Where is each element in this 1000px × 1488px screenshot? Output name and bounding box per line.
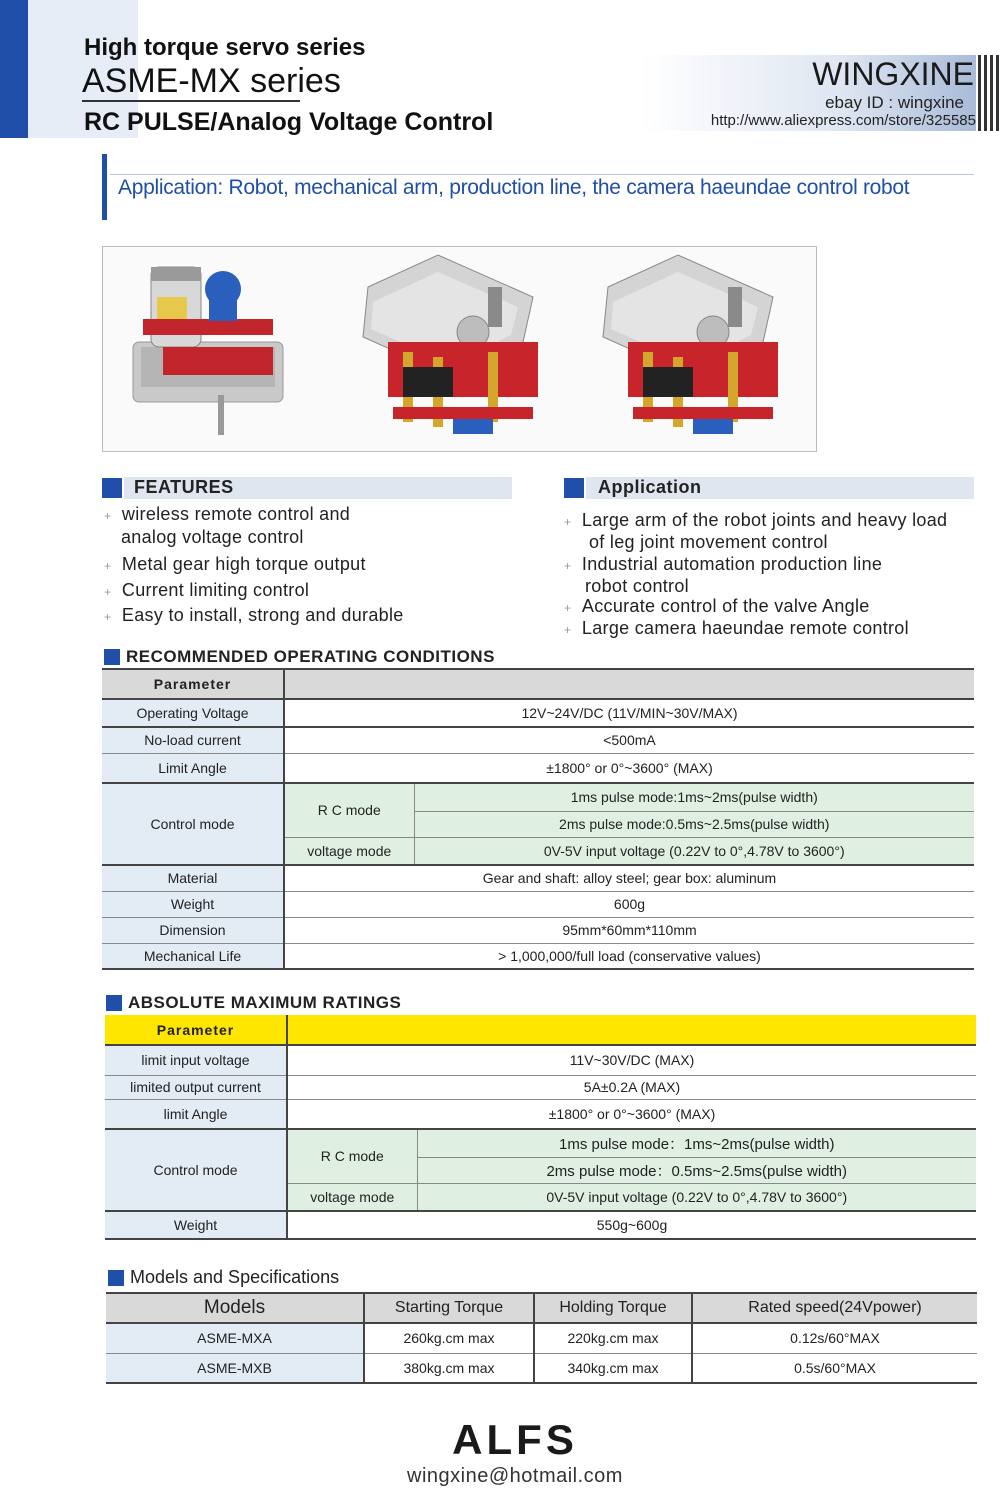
application-title: Application xyxy=(598,477,702,497)
abs-voltage-mode-label: voltage mode xyxy=(287,1183,417,1211)
holding-torque-header: Holding Torque xyxy=(534,1293,692,1323)
dimension-label: Dimension xyxy=(102,917,284,943)
rated-speed: 0.5s/60°MAX xyxy=(794,1359,876,1376)
feature-item: + Current limiting control xyxy=(104,580,310,600)
material-value: Gear and shaft: alloy steel; gear box: aluminum xyxy=(482,870,777,887)
rated-speed-header: Rated speed(24Vpower) xyxy=(748,1299,922,1316)
abs-rc-mode-2ms: 2ms pulse mode：0.5ms~2.5ms(pulse width) xyxy=(417,1157,976,1183)
title-underline xyxy=(82,100,300,102)
mechanical-life-label: Mechanical Life xyxy=(102,943,284,969)
rc-mode-2ms: 2ms pulse mode:0.5ms~2.5ms(pulse width) xyxy=(414,811,974,837)
abs-weight-value: 550g~600g xyxy=(596,1217,668,1233)
rc-mode-1ms: 1ms pulse mode:1ms~2ms(pulse width) xyxy=(414,783,974,811)
application-item: + Industrial automation production line xyxy=(564,554,883,574)
model-series-title: ASME-MX series xyxy=(82,62,341,100)
holding-torque: 220kg.cm max xyxy=(534,1323,692,1353)
feature-item: + Easy to install, strong and durable xyxy=(104,605,404,625)
operating-voltage-label: Operating Voltage xyxy=(102,699,284,727)
abs-rc-mode-1ms: 1ms pulse mode：1ms~2ms(pulse width) xyxy=(417,1129,976,1157)
footer-logo: ALFS xyxy=(452,1416,578,1463)
material-label: Material xyxy=(102,865,284,891)
rated-speed: 0.12s/60°MAX xyxy=(790,1330,880,1347)
absolute-table xyxy=(105,1015,976,1240)
abs-current-value: 5A±0.2A (MAX) xyxy=(583,1079,681,1095)
model-name: ASME-MXA xyxy=(106,1323,364,1353)
abs-voltage-value: 11V~30V/DC (MAX) xyxy=(569,1052,695,1069)
starting-torque: 380kg.cm max xyxy=(364,1353,534,1383)
abs-angle-label: limit Angle xyxy=(105,1099,287,1129)
application-accent-bar xyxy=(102,154,107,220)
application-item: + Large arm of the robot joints and heavy load xyxy=(564,510,948,530)
abs-param-header: Parameter xyxy=(105,1015,287,1045)
brand-stripes xyxy=(978,55,1000,131)
application-divider xyxy=(110,174,974,175)
features-title: FEATURES xyxy=(134,477,234,497)
header-accent-bar xyxy=(0,0,28,138)
voltage-mode-value: 0V-5V input voltage (0.22V to 0°,4.78V to 3600°) xyxy=(414,837,974,865)
weight-value: 600g xyxy=(613,896,646,912)
limit-angle-label: Limit Angle xyxy=(102,753,284,783)
abs-angle-value: ±1800° or 0°~3600° (MAX) xyxy=(548,1105,716,1122)
product-photo-panel xyxy=(102,246,817,452)
starting-torque-header: Starting Torque xyxy=(364,1293,534,1323)
feature-item: + wireless remote control and xyxy=(104,504,351,524)
servo-open-photo xyxy=(133,267,283,435)
feature-item-continued: analog voltage control xyxy=(121,527,304,547)
application-summary: Application: Robot, mechanical arm, production line, the camera haeundae control robot xyxy=(118,176,910,199)
weight-label: Weight xyxy=(102,891,284,917)
abs-rc-mode-label: R C mode xyxy=(287,1129,417,1183)
recommended-title: RECOMMENDED OPERATING CONDITIONS xyxy=(126,647,495,666)
abs-value-header xyxy=(287,1015,976,1045)
application-marker xyxy=(564,478,584,498)
footer-email[interactable]: wingxine@hotmail.com xyxy=(407,1465,623,1487)
recommended-table xyxy=(102,668,974,970)
abs-voltage-mode-value: 0V-5V input voltage (0.22V to 0°,4.78V to 3600°) xyxy=(417,1183,976,1211)
application-item: + Large camera haeundae remote control xyxy=(564,618,909,638)
control-type-title: RC PULSE/Analog Voltage Control xyxy=(84,108,494,136)
dimension-value: 95mm*60mm*110mm xyxy=(562,922,697,938)
brand-name: WINGXINE xyxy=(812,56,974,92)
servo-mxb-photo xyxy=(603,255,778,434)
table-row xyxy=(106,1353,977,1383)
control-mode-label: Control mode xyxy=(102,783,284,865)
absolute-marker xyxy=(106,995,122,1011)
noload-current-label: No-load current xyxy=(102,727,284,753)
param-header: Parameter xyxy=(102,669,284,699)
models-marker xyxy=(108,1270,124,1286)
product-photos xyxy=(103,247,816,451)
holding-torque: 340kg.cm max xyxy=(534,1353,692,1383)
store-url[interactable]: http://www.aliexpress.com/store/325585 xyxy=(710,112,976,129)
series-title: High torque servo series xyxy=(84,34,366,61)
ebay-id: ebay ID : wingxine xyxy=(825,93,964,112)
abs-current-label: limited output current xyxy=(105,1075,287,1099)
table-row xyxy=(106,1323,977,1353)
noload-current-value: <500mA xyxy=(603,732,656,749)
abs-voltage-label: limit input voltage xyxy=(105,1045,287,1075)
feature-item: + Metal gear high torque output xyxy=(104,554,366,574)
application-item-continued: of leg joint movement control xyxy=(589,532,828,552)
limit-angle-value: ±1800° or 0°~3600° (MAX) xyxy=(546,759,713,776)
application-item-continued: robot control xyxy=(585,576,689,596)
features-marker xyxy=(102,478,122,498)
application-item: + Accurate control of the valve Angle xyxy=(564,596,870,616)
servo-mxa-photo xyxy=(363,255,538,434)
models-col-header: Models xyxy=(106,1293,364,1323)
models-table xyxy=(106,1292,977,1384)
operating-voltage-value: 12V~24V/DC (11V/MIN~30V/MAX) xyxy=(521,705,738,721)
absolute-title: ABSOLUTE MAXIMUM RATINGS xyxy=(128,993,402,1012)
mechanical-life-value: > 1,000,000/full load (conservative values) xyxy=(498,947,761,964)
rc-mode-label: R C mode xyxy=(284,783,414,837)
voltage-mode-label: voltage mode xyxy=(284,837,414,865)
starting-torque: 260kg.cm max xyxy=(364,1323,534,1353)
abs-control-mode-label: Control mode xyxy=(105,1129,287,1211)
models-title: Models and Specifications xyxy=(130,1267,340,1287)
value-header xyxy=(284,669,974,699)
abs-weight-label: Weight xyxy=(105,1211,287,1239)
recommended-marker xyxy=(104,649,120,665)
model-name: ASME-MXB xyxy=(106,1353,364,1383)
